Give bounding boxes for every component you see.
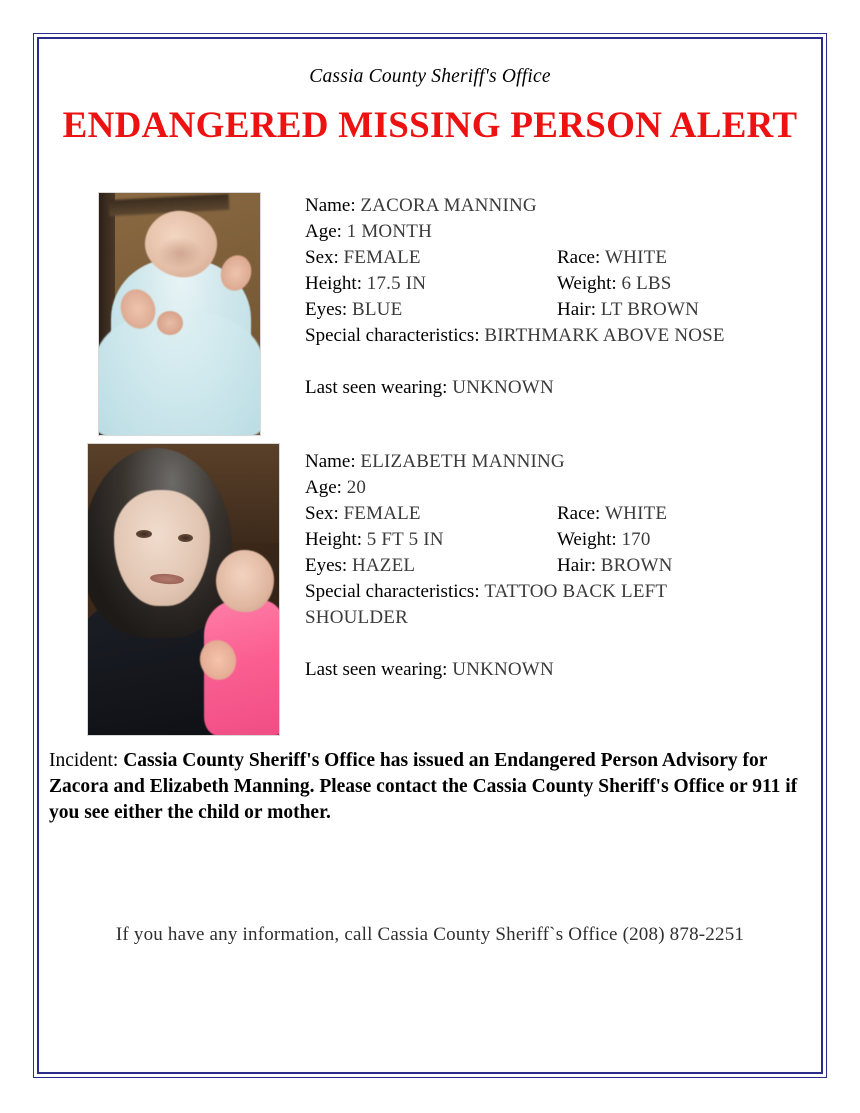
- value-sex: FEMALE: [343, 503, 421, 524]
- infant-hand: [157, 311, 183, 335]
- detail-row-sex-race: [305, 245, 725, 271]
- value-height: 5 FT 5 IN: [366, 529, 444, 550]
- held-infant-head: [216, 550, 274, 612]
- detail-col-hair: [557, 297, 699, 323]
- agency-name: Cassia County Sheriff's Office: [309, 66, 551, 87]
- detail-row-height-weight: [305, 271, 725, 297]
- detail-row-age: [305, 219, 725, 245]
- label-name: Name:: [305, 195, 361, 216]
- value-eyes: HAZEL: [351, 555, 416, 576]
- label-eyes: Eyes:: [305, 555, 352, 576]
- label-last-seen-wearing: Last seen wearing:: [305, 377, 453, 398]
- infant-face-shading: [157, 237, 203, 269]
- label-weight: Weight:: [557, 529, 622, 550]
- value-race: WHITE: [605, 503, 668, 524]
- value-weight: 6 LBS: [621, 273, 672, 294]
- label-special-characteristics: Special characteristics:: [305, 325, 485, 346]
- person-details-1: [305, 193, 725, 401]
- value-special-characteristics: TATTOO BACK LEFT SHOULDER: [305, 581, 667, 628]
- page-title: ENDANGERED MISSING PERSON ALERT: [62, 105, 798, 146]
- incident-paragraph: [49, 748, 801, 826]
- detail-row-age: [305, 475, 735, 501]
- value-name: ELIZABETH MANNING: [360, 451, 565, 472]
- label-weight: Weight:: [557, 273, 622, 294]
- value-race: WHITE: [605, 247, 668, 268]
- detail-spacer: [305, 349, 725, 375]
- detail-row-sex-race: [305, 501, 735, 527]
- detail-col-race: [557, 501, 667, 527]
- label-race: Race:: [557, 503, 606, 524]
- detail-col-hair: [557, 553, 673, 579]
- detail-row-eyes-hair: [305, 297, 725, 323]
- value-age: 20: [346, 477, 367, 498]
- label-height: Height:: [305, 529, 367, 550]
- detail-col-weight: [557, 527, 651, 553]
- label-eyes: Eyes:: [305, 299, 352, 320]
- contact-footer: If you have any information, call Cassia County Sheriff`s Office (208) 878-2251: [115, 924, 745, 945]
- value-hair: BROWN: [600, 555, 673, 576]
- value-weight: 170: [621, 529, 651, 550]
- document-content: [44, 44, 816, 1067]
- mother-face: [114, 490, 210, 606]
- detail-row-name: [305, 449, 735, 475]
- person-details-2: [305, 449, 735, 683]
- value-sex: FEMALE: [343, 247, 421, 268]
- detail-row-name: [305, 193, 725, 219]
- label-hair: Hair:: [557, 555, 601, 576]
- detail-spacer: [305, 631, 735, 657]
- value-last-seen-wearing: UNKNOWN: [452, 659, 554, 680]
- mother-left-eye: [136, 530, 152, 538]
- mother-and-infant-photo: [88, 444, 279, 735]
- label-race: Race:: [557, 247, 606, 268]
- label-sex: Sex:: [305, 247, 344, 268]
- infant-photo: [99, 193, 260, 435]
- incident-label: Incident:: [49, 750, 119, 771]
- value-eyes: BLUE: [351, 299, 403, 320]
- label-hair: Hair:: [557, 299, 601, 320]
- value-name: ZACORA MANNING: [360, 195, 537, 216]
- value-height: 17.5 IN: [366, 273, 427, 294]
- incident-text: Cassia County Sheriff's Office has issued an Endangered Person Advisory for Zacora and Elizabeth Manning. Please contact the Cassia County Sheriff's Office or 911 if you see either the child or mother.: [49, 750, 798, 823]
- detail-row-last-seen: [305, 375, 725, 401]
- detail-row-eyes-hair: [305, 553, 735, 579]
- detail-row-special: [305, 323, 725, 349]
- mother-right-eye: [178, 534, 193, 542]
- value-hair: LT BROWN: [600, 299, 699, 320]
- value-last-seen-wearing: UNKNOWN: [452, 377, 554, 398]
- detail-row-special: [305, 579, 735, 631]
- label-height: Height:: [305, 273, 367, 294]
- value-age: 1 MONTH: [346, 221, 433, 242]
- value-special-characteristics: BIRTHMARK ABOVE NOSE: [484, 325, 725, 346]
- label-name: Name:: [305, 451, 361, 472]
- label-sex: Sex:: [305, 503, 344, 524]
- label-special-characteristics: Special characteristics:: [305, 581, 485, 602]
- detail-col-weight: [557, 271, 672, 297]
- label-age: Age:: [305, 477, 347, 498]
- label-last-seen-wearing: Last seen wearing:: [305, 659, 453, 680]
- detail-row-height-weight: [305, 527, 735, 553]
- detail-row-last-seen: [305, 657, 735, 683]
- detail-col-race: [557, 245, 667, 271]
- label-age: Age:: [305, 221, 347, 242]
